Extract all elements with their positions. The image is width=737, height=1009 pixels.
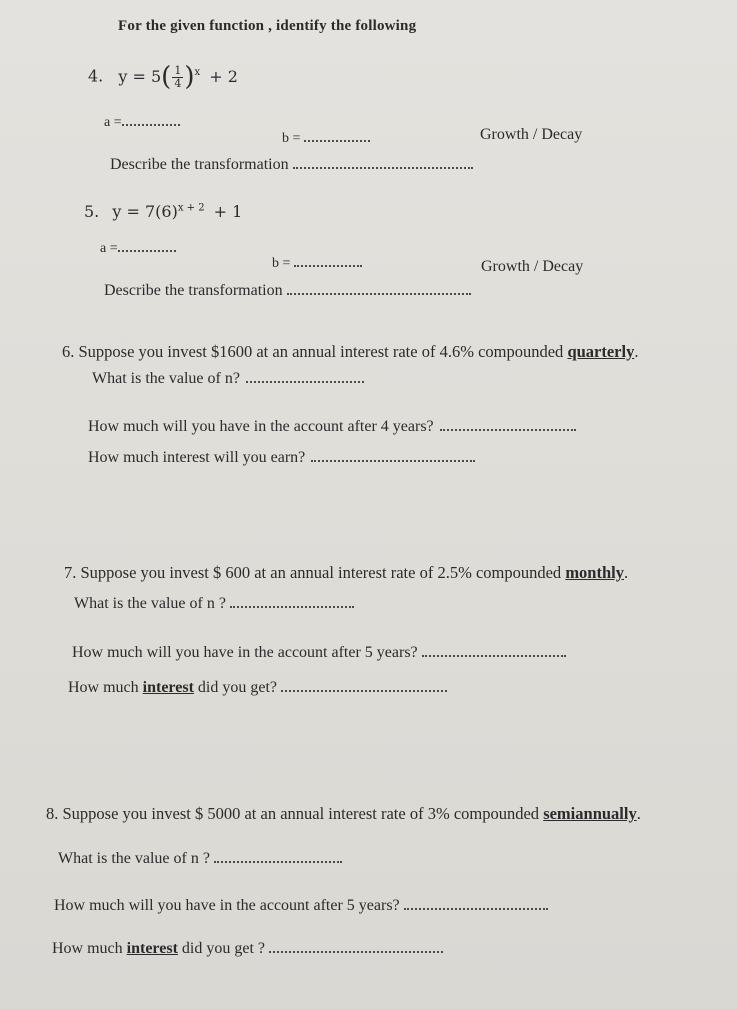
q8-n-blank[interactable] — [214, 860, 342, 863]
q4-b-field[interactable] — [282, 131, 370, 147]
q4-eq-suffix: + 2 — [209, 66, 238, 86]
q4-number: 4. — [88, 66, 104, 86]
q7-prompt: 7. Suppose you invest $ 600 at an annual interest rate of 2.5% compounded monthly. — [64, 563, 629, 582]
q8-amount-blank[interactable] — [404, 907, 548, 910]
q4-equation: 4. y = 5( $\frac{1}{4}$ )$^x$ + 2 — [88, 62, 238, 92]
q5-eq-suffix: + 1 — [213, 202, 243, 221]
q4-describe-label: Describe the transformation — [110, 156, 289, 173]
q8-interest-word: interest — [126, 940, 178, 957]
q6-period: quarterly — [567, 342, 635, 361]
q4-b-blank[interactable] — [304, 139, 370, 142]
q6-amount-blank[interactable] — [440, 428, 576, 431]
q5-eq-prefix: y = 7(6) — [112, 202, 178, 221]
q5-a-label: a = — [100, 241, 118, 256]
q6-n-blank[interactable] — [246, 380, 364, 383]
q7-amount-blank[interactable] — [422, 654, 566, 657]
q4-fraction: $\frac{1}{4}$ — [174, 63, 182, 90]
q6-n-question[interactable]: What is the value of n? — [92, 370, 364, 388]
q6-amount-question[interactable]: How much will you have in the account after 4 years? — [88, 418, 576, 436]
q6-prompt: 6. Suppose you invest $1600 at an annual interest rate of 4.6% compounded quarterly. — [62, 342, 639, 361]
q5-b-field[interactable] — [272, 256, 362, 272]
q7-interest-blank[interactable] — [281, 689, 447, 692]
q4-exponent: x — [194, 67, 201, 79]
q5-describe[interactable] — [104, 282, 471, 300]
q5-a-blank[interactable] — [118, 249, 176, 252]
q7-period: monthly — [565, 563, 624, 582]
q7-n-question[interactable]: What is the value of n ? — [74, 595, 354, 613]
q8-amount-question[interactable]: How much will you have in the account after 5 years? — [54, 897, 548, 915]
q4-a-label: a = — [104, 115, 122, 130]
q5-equation — [84, 202, 242, 221]
q7-n-blank[interactable] — [230, 605, 354, 608]
q4-a-field[interactable] — [104, 115, 180, 131]
q8-period: semiannually — [543, 804, 637, 823]
q8-interest-question[interactable]: How much interest did you get ? — [52, 940, 443, 958]
q5-number: 5. — [84, 202, 100, 221]
q4-growth-decay[interactable]: Growth / Decay — [480, 126, 583, 143]
q7-amount-question[interactable]: How much will you have in the account after 5 years? — [72, 644, 566, 662]
q4-describe-blank[interactable] — [293, 166, 473, 169]
q4-describe[interactable] — [110, 156, 473, 174]
q5-describe-label: Describe the transformation — [104, 282, 283, 299]
q5-growth-decay[interactable]: Growth / Decay — [481, 258, 584, 275]
q8-prompt: 8. Suppose you invest $ 5000 at an annual interest rate of 3% compounded semiannually. — [46, 804, 641, 823]
worksheet-title: For the given function , identify the following — [118, 18, 417, 34]
q5-b-blank[interactable] — [294, 264, 362, 267]
q7-interest-question[interactable]: How much interest did you get? — [68, 679, 447, 697]
q8-interest-blank[interactable] — [269, 950, 443, 953]
q6-interest-question[interactable]: How much interest will you earn? — [88, 449, 475, 467]
q4-eq-prefix: y = 5 — [118, 66, 162, 86]
q5-b-label: b = — [272, 256, 291, 271]
q4-a-blank[interactable] — [122, 123, 180, 126]
q7-interest-word: interest — [142, 679, 194, 696]
q5-a-field[interactable] — [100, 241, 176, 257]
q5-describe-blank[interactable] — [287, 292, 471, 295]
q4-b-label: b = — [282, 131, 301, 146]
q5-exponent: x + 2 — [177, 202, 205, 214]
q8-n-question[interactable]: What is the value of n ? — [58, 850, 342, 868]
q6-interest-blank[interactable] — [311, 459, 475, 462]
